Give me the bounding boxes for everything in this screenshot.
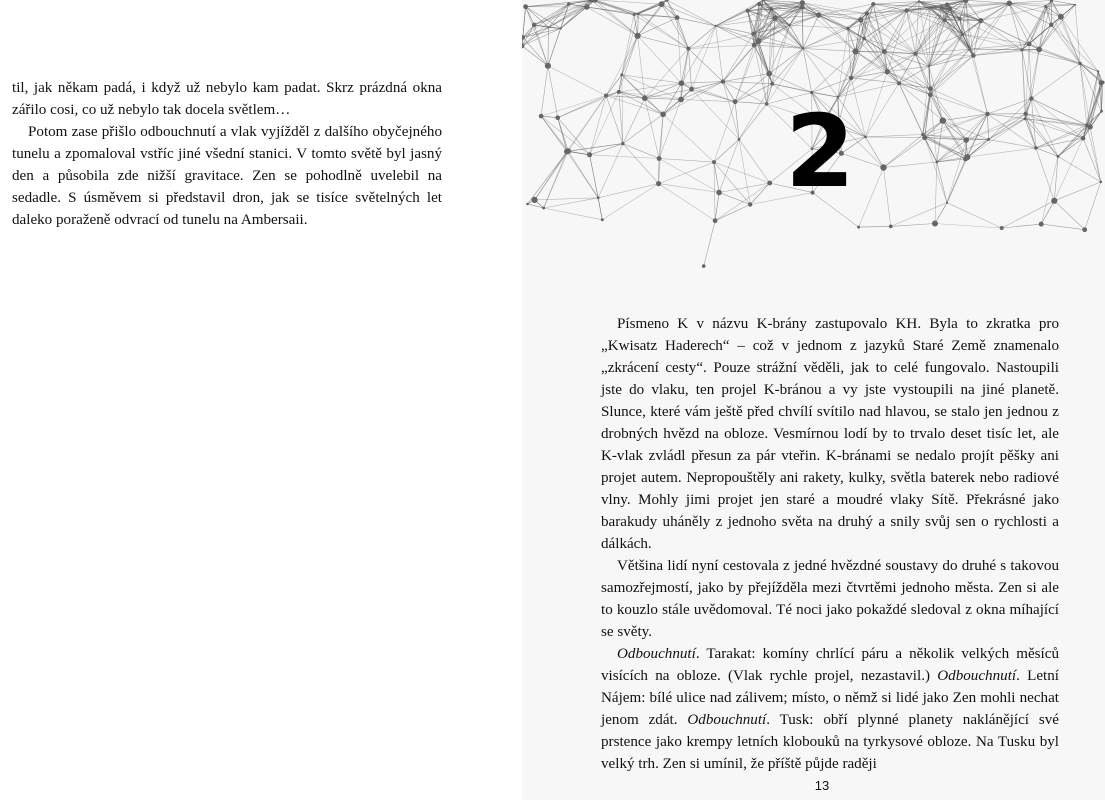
network-node: [846, 27, 849, 30]
network-node: [1007, 1, 1013, 7]
network-line: [1009, 3, 1022, 50]
network-line: [865, 135, 922, 137]
network-line: [947, 203, 1002, 228]
network-node: [880, 164, 886, 170]
network-node: [885, 69, 890, 74]
network-node: [587, 152, 592, 157]
network-node: [756, 38, 762, 44]
network-line: [663, 82, 723, 115]
network-node: [1024, 112, 1028, 116]
network-node: [721, 79, 725, 83]
network-line: [523, 37, 548, 65]
network-node: [545, 63, 551, 69]
network-node: [947, 6, 952, 11]
network-line: [715, 205, 750, 221]
network-line: [947, 159, 966, 203]
network-line: [1083, 83, 1101, 139]
right-page-text: [601, 313, 1059, 775]
network-node: [678, 97, 684, 103]
network-node: [1039, 222, 1044, 227]
network-line: [861, 20, 888, 72]
network-line: [715, 193, 719, 221]
network-node: [1029, 96, 1033, 100]
network-line: [619, 92, 663, 114]
network-line: [662, 4, 689, 48]
network-line: [899, 83, 931, 89]
network-node: [633, 13, 636, 16]
network-line: [723, 74, 769, 82]
network-line: [970, 49, 988, 114]
network-line: [1031, 99, 1083, 139]
network-node: [604, 94, 608, 98]
network-line: [714, 162, 715, 221]
network-line: [548, 28, 561, 65]
italic-word: Odbouchnutí: [687, 712, 767, 728]
network-node: [1058, 14, 1064, 20]
network-line: [692, 26, 716, 89]
network-line: [884, 135, 923, 168]
network-node: [918, 0, 920, 2]
page-number: 13: [814, 778, 830, 793]
network-line: [534, 4, 569, 25]
network-line: [602, 184, 658, 220]
network-line: [1087, 125, 1101, 182]
network-node: [945, 3, 950, 8]
network-line: [567, 96, 606, 152]
network-node: [617, 90, 621, 94]
network-line: [891, 203, 947, 227]
network-line: [739, 139, 770, 183]
network-line: [930, 56, 973, 95]
network-line: [1054, 201, 1084, 230]
network-node: [1081, 136, 1086, 141]
network-node: [656, 181, 661, 186]
network-line: [1026, 50, 1039, 114]
network-line: [1080, 63, 1087, 125]
network-line: [769, 74, 812, 93]
network-line: [884, 168, 891, 227]
network-line: [970, 3, 1010, 49]
network-line: [723, 82, 772, 84]
network-node: [716, 190, 722, 196]
network-line: [1085, 182, 1101, 230]
network-node: [675, 15, 680, 20]
network-line: [606, 96, 623, 144]
network-node: [864, 136, 867, 139]
network-node: [1049, 23, 1053, 27]
network-node: [928, 92, 933, 97]
network-line: [719, 139, 739, 192]
network-line: [1031, 63, 1080, 98]
network-line: [677, 18, 716, 26]
network-line: [688, 49, 723, 82]
network-node: [889, 225, 893, 229]
network-line: [681, 82, 723, 100]
network-node: [946, 202, 948, 204]
network-line: [714, 162, 770, 183]
left-paragraph-1: til, jak někam padá, i když už nebylo kam padat. Skrz prázdná okna zářilo cosi, co už nebylo tak docela světlem…: [12, 80, 442, 118]
network-node: [542, 207, 545, 210]
network-node: [1044, 5, 1047, 8]
network-line: [528, 152, 567, 205]
network-node: [523, 4, 528, 9]
network-node: [897, 81, 901, 85]
network-line: [541, 66, 548, 116]
network-line: [1041, 224, 1085, 230]
network-line: [663, 114, 714, 162]
network-node: [816, 12, 821, 17]
network-node: [657, 156, 662, 161]
network-line: [935, 203, 947, 224]
network-line: [943, 114, 988, 121]
network-line: [803, 48, 851, 78]
network-line: [619, 83, 682, 92]
network-node: [660, 112, 666, 118]
network-line: [865, 137, 924, 138]
network-line: [645, 98, 659, 158]
network-node: [789, 24, 791, 26]
network-line: [735, 102, 739, 140]
left-page-text: [12, 77, 442, 231]
network-node: [932, 221, 938, 227]
network-line: [1054, 182, 1101, 201]
network-node: [928, 86, 933, 91]
network-line: [723, 34, 753, 82]
network-line: [989, 140, 1036, 148]
network-line: [541, 96, 606, 117]
network-node: [567, 2, 570, 5]
network-line: [681, 49, 688, 100]
network-line: [803, 48, 812, 92]
network-node: [770, 82, 774, 86]
left-paragraph-2: Potom zase přišlo odbouchnutí a vlak vyjížděl z dalšího obyčejného tunelu a zpomaloval vstříc jiné všední stanici. V tomto světě byl jasný den a působila zde nižší gravitace. Zen se pohodlně uvelebil na sedadle. S úsměvem si představil dron, jak se tisíce světelných let daleko poraženě odvrací od tunelu na Ambersaii.: [12, 124, 442, 228]
network-line: [716, 9, 772, 26]
network-node: [1100, 181, 1103, 184]
network-node: [733, 99, 738, 104]
network-node: [752, 43, 757, 48]
network-node: [943, 18, 947, 22]
network-line: [544, 208, 603, 220]
network-line: [1026, 114, 1083, 138]
network-node: [800, 5, 805, 10]
network-node: [715, 25, 717, 27]
network-node: [940, 117, 946, 123]
network-node: [702, 264, 706, 268]
network-line: [544, 152, 567, 209]
network-line: [1036, 148, 1054, 201]
network-node: [978, 18, 983, 23]
network-line: [723, 45, 754, 82]
network-node: [802, 47, 804, 49]
network-node: [940, 6, 944, 10]
network-line: [716, 26, 723, 82]
network-node: [526, 203, 529, 206]
network-line: [930, 34, 962, 94]
network-node: [1024, 117, 1027, 120]
network-node: [532, 23, 537, 28]
italic-word: Odbouchnutí: [937, 668, 1017, 684]
network-line: [681, 100, 735, 102]
network-node: [751, 32, 755, 36]
network-line: [1058, 156, 1101, 182]
network-node: [857, 226, 860, 229]
network-node: [928, 65, 930, 67]
network-node: [1099, 80, 1104, 85]
network-line: [623, 114, 663, 143]
network-node: [963, 137, 969, 143]
network-node: [547, 26, 549, 28]
network-line: [861, 2, 919, 20]
network-line: [590, 155, 660, 159]
network-line: [622, 14, 639, 75]
right-page: [522, 0, 1105, 800]
network-node: [659, 1, 665, 7]
network-line: [988, 114, 989, 140]
network-node: [712, 160, 716, 164]
network-line: [803, 29, 848, 49]
left-page: [0, 0, 522, 800]
network-node: [1082, 227, 1087, 232]
network-line: [981, 21, 1022, 50]
network-line: [622, 75, 682, 83]
network-line: [937, 121, 943, 162]
network-node: [929, 6, 931, 8]
network-node: [584, 4, 589, 9]
network-line: [891, 224, 935, 227]
network-node: [686, 47, 690, 51]
network-node: [1078, 62, 1081, 65]
network-node: [772, 15, 777, 20]
network-line: [859, 168, 884, 228]
network-line: [715, 183, 770, 221]
network-line: [1029, 7, 1046, 44]
network-line: [966, 0, 1010, 3]
network-line: [803, 20, 861, 49]
network-node: [1100, 110, 1103, 113]
network-line: [1090, 127, 1101, 182]
network-line: [739, 104, 767, 139]
network-node: [971, 53, 976, 58]
network-node: [642, 95, 648, 101]
network-node: [958, 17, 962, 21]
network-node: [1000, 226, 1004, 230]
network-node: [1020, 48, 1023, 51]
network-line: [659, 159, 714, 163]
network-line: [548, 66, 606, 96]
network-node: [963, 157, 968, 162]
network-node: [1051, 198, 1057, 204]
network-node: [564, 149, 570, 155]
network-line: [1009, 1, 1051, 4]
network-line: [935, 162, 937, 224]
network-line: [595, 0, 638, 36]
network-node: [746, 9, 750, 13]
network-node: [601, 218, 604, 221]
network-line: [548, 27, 549, 65]
network-node: [738, 138, 741, 141]
network-line: [916, 8, 942, 54]
network-line: [772, 48, 803, 83]
network-node: [1034, 146, 1038, 150]
network-node: [849, 76, 854, 81]
network-node: [1097, 70, 1099, 72]
right-paragraph-3: [601, 643, 1059, 775]
network-line: [598, 144, 623, 198]
network-line: [754, 45, 803, 48]
network-line: [865, 83, 899, 137]
network-line: [688, 34, 753, 49]
network-line: [535, 152, 567, 200]
network-node: [679, 80, 685, 86]
network-line: [935, 224, 1002, 229]
network-line: [1058, 111, 1102, 156]
network-node: [800, 0, 805, 5]
network-line: [803, 39, 864, 49]
network-node: [865, 11, 869, 15]
network-line: [623, 144, 659, 159]
network-node: [555, 115, 560, 120]
network-node: [713, 218, 718, 223]
network-line: [859, 226, 891, 227]
network-node: [871, 2, 875, 6]
network-line: [567, 144, 623, 152]
network-line: [541, 116, 558, 118]
network-node: [904, 8, 908, 12]
network-line: [989, 114, 1026, 140]
network-line: [523, 25, 534, 38]
network-line: [645, 49, 689, 99]
network-node: [1036, 47, 1042, 53]
network-line: [704, 221, 715, 266]
network-line: [681, 26, 715, 83]
network-line: [622, 36, 638, 75]
network-line: [1026, 44, 1029, 114]
network-line: [819, 15, 856, 51]
network-line: [919, 2, 929, 67]
network-line: [523, 7, 526, 38]
network-line: [884, 138, 925, 168]
network-line: [735, 102, 767, 104]
network-line: [1009, 3, 1029, 44]
network-node: [985, 112, 989, 116]
network-node: [767, 181, 772, 186]
network-line: [838, 51, 856, 97]
network-node: [532, 197, 538, 203]
network-line: [962, 3, 1009, 34]
network-node: [539, 114, 544, 119]
network-node: [987, 138, 990, 141]
network-line: [662, 4, 716, 26]
network-node: [560, 27, 562, 29]
network-line: [590, 144, 623, 155]
right-paragraph-1: Písmeno K v názvu K-brány zastupovalo KH. Byla to zkratka pro „Kwisatz Haderech“ – což v jednom z jazyků Staré Země znamenalo „zkrácení cesty“. Pouze strážní věděli, jak to celé fungovalo. Nastoupili jste do vlaku, ten projel K-bránou a vy jste vystoupili na jiné planetě. Slunce, které vám ještě před chvílí svítilo nad hlavou, se stalo jen jednou z drobných hvězd na obloze. Vesmírnou lodí by to trvalo deset tisíc let, ale K-vlak zvládl přesun za pár vteřin. K-bránami se nedalo projít pěšky ani projet autem. Nepropouštěly ani rakety, kulky, světla baterek nebo radiové vlny. Mohly jimi projet jen staré a moudré vlaky Sítě. Překrásné jako barakudy uháněly z jednoho světa na druhý a snily svůj sen o rychlosti a dálkách.: [601, 316, 1059, 552]
network-line: [634, 15, 689, 49]
network-line: [884, 162, 937, 168]
network-line: [1029, 1, 1051, 44]
network-line: [812, 78, 851, 93]
network-node: [1074, 4, 1076, 6]
network-line: [623, 144, 659, 184]
network-line: [548, 66, 558, 118]
network-line: [1080, 63, 1090, 127]
network-line: [681, 83, 735, 102]
network-node: [757, 2, 761, 6]
network-node: [635, 33, 641, 39]
network-line: [526, 7, 549, 28]
network-line: [851, 78, 899, 83]
italic-word: Odbouchnutí: [617, 646, 696, 662]
network-node: [961, 33, 964, 36]
network-line: [759, 41, 804, 48]
network-line: [623, 98, 645, 143]
network-line: [1051, 25, 1098, 72]
network-line: [598, 184, 658, 198]
network-line: [851, 72, 887, 78]
network-line: [735, 45, 754, 102]
network-line: [659, 184, 716, 221]
paragraph-text: . Tarakat: komíny chrlící páru a několik velkých měsíců visících na obloze. (Vlak rychle projel, nezastavil.): [601, 646, 1059, 684]
network-line: [803, 48, 856, 51]
network-node: [597, 196, 600, 199]
network-line: [716, 26, 755, 45]
network-node: [620, 73, 623, 76]
network-node: [882, 49, 887, 54]
chapter-number: 2: [785, 93, 855, 210]
network-node: [769, 7, 773, 11]
network-node: [858, 17, 863, 22]
network-node: [621, 142, 624, 145]
network-node: [914, 52, 918, 56]
network-line: [1054, 138, 1083, 201]
paragraph-text: . Letní Nájem: bílé ulice nad zálivem; místo, o němž si lidé jako Zen mohli nechat jenom zdát.: [601, 668, 1059, 728]
network-line: [659, 184, 720, 193]
network-line: [735, 41, 758, 101]
network-node: [969, 48, 971, 50]
network-line: [916, 9, 950, 54]
network-node: [862, 37, 866, 41]
network-node: [853, 48, 859, 54]
network-node: [766, 71, 772, 77]
network-line: [856, 51, 899, 83]
network-line: [714, 162, 750, 204]
network-line: [1031, 50, 1039, 99]
network-node: [935, 161, 938, 164]
network-line: [967, 148, 1036, 157]
network-line: [638, 36, 689, 49]
network-line: [534, 0, 595, 25]
right-paragraph-2: Většina lidí nyní cestovala z jedné hvězdné soustavy do druhé s takovou samozřejmostí, jako by přejížděla mezi čtvrtěmi jednoho města. Zen si ale to kouzlo stále uvědomoval. Té noci jako pokaždé sledoval z okna míhající se světy.: [601, 558, 1059, 640]
network-node: [1087, 124, 1092, 129]
network-node: [689, 87, 694, 92]
paragraph-text: . Tusk: obří plynné planety naklánějící své prstence jako krempy letních klobouků na tyrkysové obloze. Na Tusku byl velký trh. Zen si umínil, že příště půjde raději: [601, 712, 1059, 772]
network-line: [937, 162, 947, 203]
network-line: [659, 162, 714, 184]
network-node: [1057, 155, 1060, 158]
network-line: [558, 92, 619, 118]
network-line: [638, 36, 682, 83]
network-node: [1027, 42, 1032, 47]
network-node: [922, 135, 927, 140]
network-node: [748, 202, 752, 206]
network-line: [803, 15, 819, 48]
network-node: [637, 13, 640, 16]
network-node: [765, 102, 768, 105]
network-line: [719, 193, 750, 205]
network-line: [775, 18, 803, 48]
